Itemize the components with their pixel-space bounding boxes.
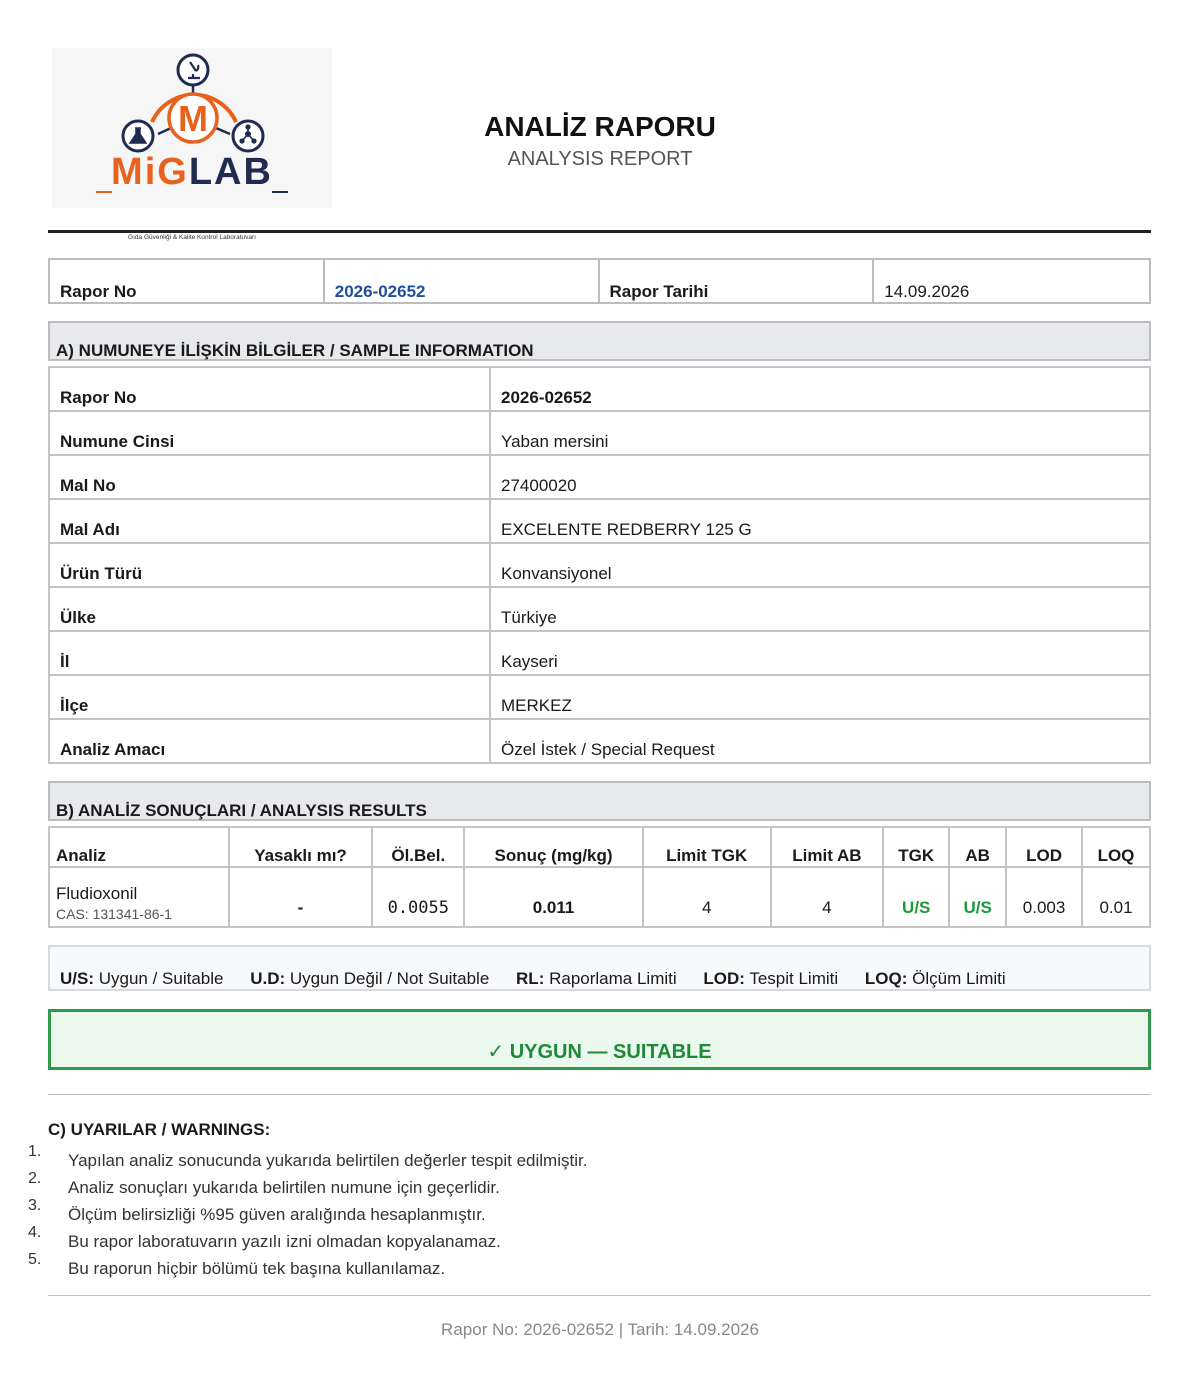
results-section-header: B) ANALİZ SONUÇLARI / ANALYSIS RESULTS xyxy=(48,781,1151,821)
verdict-banner: ✓ UYGUN — SUITABLE xyxy=(48,1009,1151,1070)
table-row xyxy=(49,411,1150,455)
report-date-value: 14.09.2026 xyxy=(884,282,970,301)
warning-text: Ölçüm belirsizliği %95 güven aralığında hesaplanmıştır. xyxy=(68,1205,486,1224)
info-value: 2026-02652 xyxy=(490,367,1150,411)
lab-logo xyxy=(52,48,332,241)
legend-item: LOQ: Ölçüm Limiti xyxy=(864,969,1006,988)
list-item xyxy=(0,1170,900,1200)
tgk-status-cell: U/S xyxy=(883,867,949,927)
col-header: Limit TGK xyxy=(643,827,771,867)
col-header: AB xyxy=(949,827,1006,867)
table-row xyxy=(49,367,1150,411)
info-label: Rapor No xyxy=(49,367,490,411)
table-row xyxy=(49,719,1150,763)
limit-tgk-cell: 4 xyxy=(643,867,771,927)
col-header: Öl.Bel. xyxy=(372,827,464,867)
table-row xyxy=(49,675,1150,719)
report-date-label: Rapor Tarihi xyxy=(600,260,875,302)
legend-item: RL: Raporlama Limiti xyxy=(516,969,677,988)
table-row xyxy=(49,631,1150,675)
table-row xyxy=(49,867,1150,927)
info-value: MERKEZ xyxy=(490,675,1150,719)
report-title: ANALİZ RAPORU xyxy=(484,111,716,142)
sample-section-header: A) NUMUNEYE İLİŞKİN BİLGİLER / SAMPLE INFORMATION xyxy=(48,321,1151,361)
info-value: Yaban mersini xyxy=(490,411,1150,455)
logo-wordmark: MiGLAB xyxy=(111,151,273,193)
results-header-row xyxy=(49,827,1150,867)
info-label: Ürün Türü xyxy=(49,543,490,587)
info-label: Analiz Amacı xyxy=(49,719,490,763)
col-header: Sonuç (mg/kg) xyxy=(464,827,643,867)
info-label: Ülke xyxy=(49,587,490,631)
legend-item: U.D: Uygun Değil / Not Suitable xyxy=(250,969,490,988)
table-row xyxy=(49,587,1150,631)
sample-info-table xyxy=(48,366,1151,764)
info-label: Mal No xyxy=(49,455,490,499)
warning-number: 1. xyxy=(28,1143,42,1160)
result-cell: 0.011 xyxy=(464,867,643,927)
info-value: Türkiye xyxy=(490,587,1150,631)
cas-number: CAS: 131341-86-1 xyxy=(56,906,172,922)
lod-cell: 0.003 xyxy=(1006,867,1082,927)
warning-number: 2. xyxy=(28,1170,42,1187)
warning-text: Bu raporun hiçbir bölümü tek başına kullanılamaz. xyxy=(68,1259,446,1278)
legend-item: LOD: Tespit Limiti xyxy=(703,969,839,988)
report-no-value: 2026-02652 xyxy=(325,260,600,302)
info-value: 27400020 xyxy=(490,455,1150,499)
table-row xyxy=(49,543,1150,587)
warning-number: 3. xyxy=(28,1197,42,1214)
col-header: LOQ xyxy=(1082,827,1150,867)
info-label: Numune Cinsi xyxy=(49,411,490,455)
col-header: Limit AB xyxy=(771,827,884,867)
report-no-label: Rapor No xyxy=(50,260,325,302)
footer-divider xyxy=(48,1295,1151,1296)
warning-number: 4. xyxy=(28,1224,42,1241)
table-row xyxy=(49,499,1150,543)
banned-cell: - xyxy=(229,867,373,927)
results-table xyxy=(48,826,1151,928)
list-item xyxy=(0,1197,900,1227)
warning-text: Bu rapor laboratuvarın yazılı izni olmadan kopyalanamaz. xyxy=(68,1232,501,1251)
info-label: İl xyxy=(49,631,490,675)
info-value: Özel İstek / Special Request xyxy=(490,719,1150,763)
info-label: Mal Adı xyxy=(49,499,490,543)
list-item xyxy=(0,1251,900,1281)
analyte-name: Fludioxonil xyxy=(56,884,138,903)
loq-cell: 0.01 xyxy=(1082,867,1150,927)
report-meta-row xyxy=(48,258,1151,304)
info-value: Kayseri xyxy=(490,631,1150,675)
uncertainty-cell: 0.0055 xyxy=(372,867,464,927)
ab-status-cell: U/S xyxy=(949,867,1006,927)
col-header: TGK xyxy=(883,827,949,867)
col-header: Yasaklı mı? xyxy=(229,827,373,867)
table-row xyxy=(49,455,1150,499)
col-header: Analiz xyxy=(49,827,229,867)
limit-ab-cell: 4 xyxy=(771,867,884,927)
page-footer: Rapor No: 2026-02652 | Tarih: 14.09.2026 xyxy=(441,1320,759,1339)
logo-tagline: Gıda Güvenliği & Kalite Kontrol Laboratuvarı xyxy=(128,234,256,241)
warning-number: 5. xyxy=(28,1251,42,1268)
info-value: Konvansiyonel xyxy=(490,543,1150,587)
warning-text: Yapılan analiz sonucunda yukarıda belirtilen değerler tespit edilmiştir. xyxy=(68,1151,588,1170)
legend-item: U/S: Uygun / Suitable xyxy=(60,969,224,988)
list-item xyxy=(0,1224,900,1254)
info-value: EXCELENTE REDBERRY 125 G xyxy=(490,499,1150,543)
header-divider xyxy=(48,230,1151,233)
warnings-divider xyxy=(48,1094,1151,1095)
analyte-cell xyxy=(49,867,229,927)
warnings-title: C) UYARILAR / WARNINGS: xyxy=(48,1120,271,1139)
report-subtitle: ANALYSIS REPORT xyxy=(507,148,693,170)
list-item xyxy=(0,1143,900,1173)
warnings-list xyxy=(0,1143,900,1281)
col-header: LOD xyxy=(1006,827,1082,867)
abbreviation-legend xyxy=(48,945,1151,991)
svg-text:M: M xyxy=(178,98,208,139)
info-label: İlçe xyxy=(49,675,490,719)
warning-text: Analiz sonuçları yukarıda belirtilen numune için geçerlidir. xyxy=(68,1178,500,1197)
